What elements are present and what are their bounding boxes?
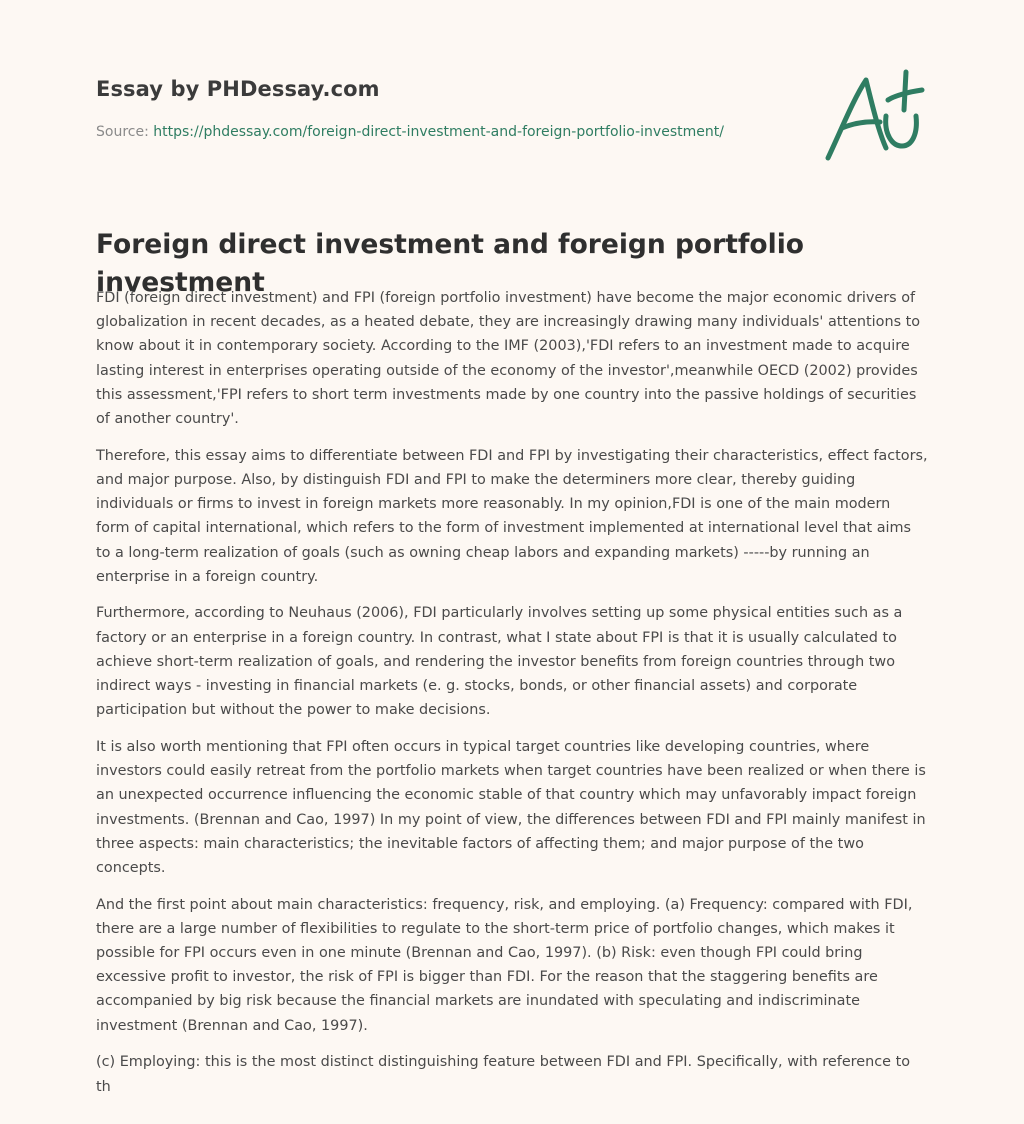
site-brand: Essay by PHDessay.com <box>96 77 380 101</box>
essay-paragraph: And the first point about main characteristics: frequency, risk, and employing. (a) Frequency: compared with FDI, there are a large number of flexibilities to regulate to the short-term price of portfolio changes, which makes it possible for FPI occurs even in one minute (Brennan and Cao, 1997). (b) Risk: even though FPI could bring excessive profit to investor, the risk of FPI is bigger than FDI. For the reason that the staggering benefits are accompanied by big risk because the financial markets are inundated with speculating and indiscriminate investment (Brennan and Cao, 1997). <box>96 896 913 1034</box>
essay-body <box>96 286 928 1111</box>
essay-paragraph: Therefore, this essay aims to differentiate between FDI and FPI by investigating their characteristics, effect factors, and major purpose. Also, by distinguish FDI and FPI to make the determiners more clear, thereby guiding individuals or firms to invest in foreign markets more reasonably. In my opinion,FDI is one of the main modern form of capital international, which refers to the form of investment implemented at international level that aims to a long-term realization of goals (such as owning cheap labors and expanding markets) -----by running an enterprise in a foreign country. <box>96 447 928 585</box>
source-link[interactable]: https://phdessay.com/foreign-direct-investment-and-foreign-portfolio-investment/ <box>153 124 724 140</box>
essay-paragraph: (c) Employing: this is the most distinct distinguishing feature between FDI and FPI. Specifically, with reference to th <box>96 1054 911 1095</box>
essay-title: Foreign direct investment and foreign portfolio investment <box>96 229 804 298</box>
essay-paragraph: FDI (foreign direct investment) and FPI (foreign portfolio investment) have become the major economic drivers of globalization in recent decades, as a heated debate, they are increasingly drawing many individuals' attentions to know about it in contemporary society. According to the IMF (2003),'FDI refers to an investment made to acquire lasting interest in enterprises operating outside of the economy of the investor',meanwhile OECD (2002) provides this assessment,'FPI refers to short term investments made by one country into the passive holdings of securities of another country'. <box>96 290 921 428</box>
source-line <box>96 124 724 140</box>
source-label: Source: <box>96 124 154 140</box>
a-plus-grade-icon <box>820 66 930 166</box>
essay-paragraph: Furthermore, according to Neuhaus (2006), FDI particularly involves setting up some physical entities such as a factory or an enterprise in a foreign country. In contrast, what I state about FPI is that it is usually calculated to achieve short-term realization of goals, and rendering the investor benefits from foreign countries through two indirect ways - investing in financial markets (e. g. stocks, bonds, or other financial assets) and corporate participation but without the power to make decisions. <box>96 605 903 719</box>
essay-paragraph: It is also worth mentioning that FPI often occurs in typical target countries like developing countries, where investors could easily retreat from the portfolio markets when target countries have been realized or when there is an unexpected occurrence influencing the economic stable of that country which may unfavorably impact foreign investments. (Brennan and Cao, 1997) In my point of view, the differences between FDI and FPI mainly manifest in three aspects: main characteristics; the inevitable factors of affecting them; and major purpose of the two concepts. <box>96 738 926 876</box>
